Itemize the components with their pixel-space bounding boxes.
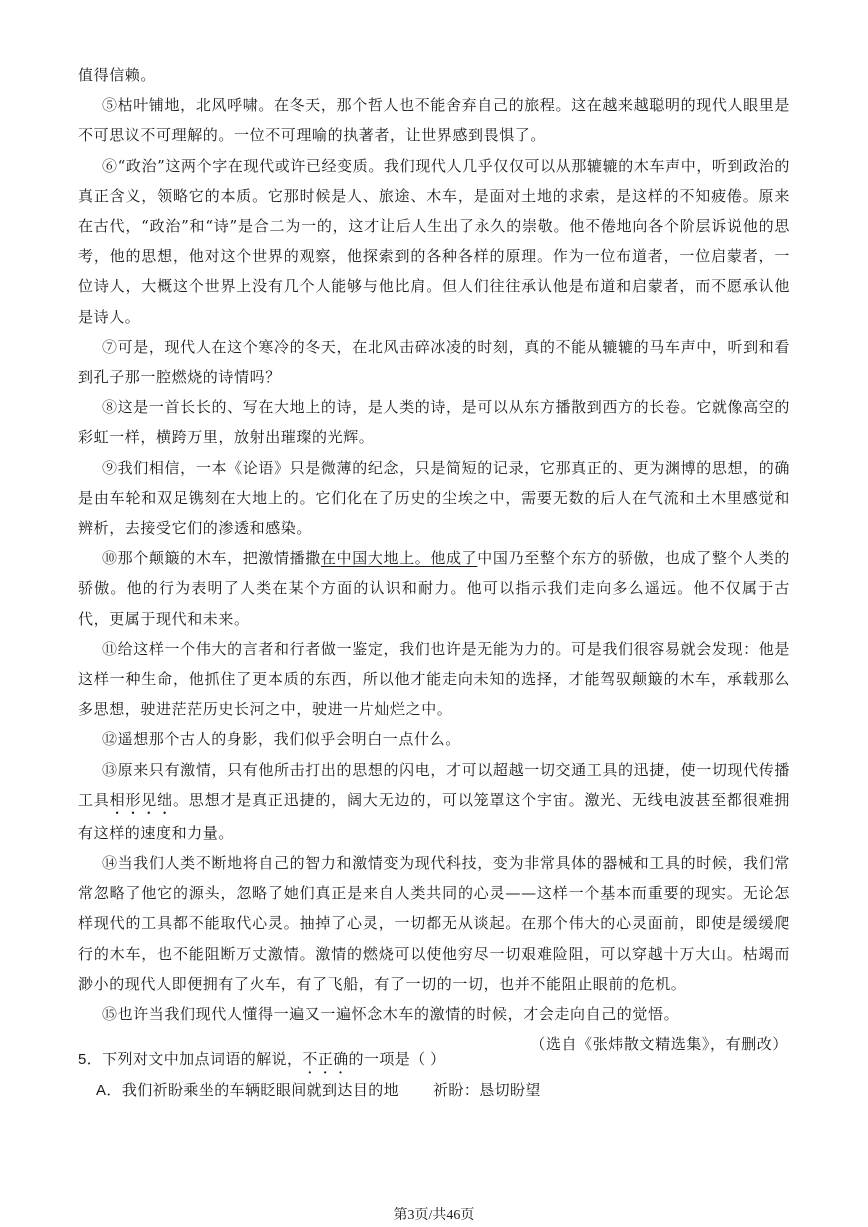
paragraph-13 xyxy=(78,755,790,848)
paragraph-10 xyxy=(78,543,790,634)
paragraph-14: ⑭当我们人类不断地将自己的智力和激情变为现代科技，变为非常具体的器械和工具的时候，我们常常忽略了他它的源头，忽略了她们真正是来自人类共同的心灵——这样一个基本而重要的现实。无论怎样现代的工具都不能取代心灵。抽掉了心灵，一切都无从谈起。在那个伟大的心灵面前，即使是缓缓爬行的木车，也不能阻断万丈激情。激情的燃烧可以使他穷尽一切艰难险阻，可以穿越十万大山。枯竭而渺小的现代人即便拥有了火车，有了飞船，有了一切的一切，也并不能阻止眼前的危机。 xyxy=(78,854,790,993)
page-footer: 第3页/共46页 xyxy=(393,1208,475,1223)
question-5 xyxy=(78,1048,446,1077)
dotted-word: 相形见绌 xyxy=(109,790,173,809)
paragraph-8: ⑧这是一首长长的、写在大地上的诗，是人类的诗，是可以从东方播散到西方的长卷。它就像高空的彩虹一样，横跨万里，放射出璀璨的光辉。 xyxy=(78,398,790,447)
paragraph-15: ⑮也许当我们现代人懂得一遍又一遍怀念木车的激情的时候，才会走向自己的觉悟。 xyxy=(102,1005,680,1024)
paragraph-6: ⑥“政治”这两个字在现代或许已经变质。我们现代人几乎仅仅可以从那辘辘的木车声中，听到政治的真正含义，领略它的本质。它那时候是人、旅途、木车，是面对土地的求索，是这样的不知疲倦。原来在古代，“政治”和“诗”是合二为一的，这才让后人生出了永久的崇敬。他不倦地向各个阶层诉说他的思考，他的思想，他对这个世界的观察，他探索到的各种各样的原理。作为一位布道者，一位启蒙者，一位诗人，大概这个世界上没有几个人能够与他比肩。但人们往往承认他是布道和启蒙者，而不愿承认他是诗人。 xyxy=(78,156,790,326)
underlined-phrase: 在中国大地上。他成了 xyxy=(320,549,478,568)
option-explanation: 祈盼：恳切盼望 xyxy=(433,1082,541,1099)
question-dotted: 不正确 xyxy=(302,1051,349,1068)
question-after: 的一项是（ ） xyxy=(348,1051,446,1068)
source-citation: （选自《张炜散文精选集》，有删改） xyxy=(530,1035,788,1054)
paragraph-9: ⑨我们相信，一本《论语》只是微薄的纪念，只是简短的记录，它那真正的、更为渊博的思想，的确是由车轮和双足镌刻在大地上的。它们化在了历史的尘埃之中，需要无数的后人在气流和土木里感觉和辨析，去接受它们的渗透和感染。 xyxy=(78,458,790,538)
paragraph-13-after: 。思想才是真正迅捷的，阔大无边的，可以笼罩这个宇宙。激光、无线电波甚至都很难拥有这样的速度和力量。 xyxy=(78,790,790,842)
paragraph-5: ⑤枯叶铺地，北风呼啸。在冬天，那个哲人也不能舍弃自己的旅程。这在越来越聪明的现代人眼里是不可思议不可理解的。一位不可理喻的执著者，让世界感到畏惧了。 xyxy=(78,96,790,145)
option-letter: A． xyxy=(96,1082,122,1099)
paragraph-7: ⑦可是，现代人在这个寒冷的冬天，在北风击碎冰凌的时刻，真的不能从辘辘的马车声中，听到和看到孔子那一腔燃烧的诗情吗？ xyxy=(78,337,790,387)
article-body xyxy=(78,60,790,1059)
option-a xyxy=(96,1079,541,1100)
paragraph-12: ⑫遥想那个古人的身影，我们似乎会明白一点什么。 xyxy=(102,730,461,749)
paragraph-10-after: 中国乃至整个东方的骄傲，也成了整个人类的骄傲。他的行为表明了人类在某个方面的认识和耐力。他可以指示我们走向多么遥远。他不仅属于古代，更属于现代和未来。 xyxy=(78,549,790,628)
option-sentence: 我们祈盼乘坐的车辆眨眼间就到达目的地 xyxy=(121,1082,400,1099)
paragraph-10-before: ⑩那个颠簸的木车，把激情播撒 xyxy=(102,549,321,568)
paragraph-13-before: ⑬原来只有激情，只有他所击打出的思想的闪电，才可以超越一切交通工具的迅捷，使一切现代传播工具 xyxy=(78,760,790,809)
question-before: 5．下列对文中加点词语的解说， xyxy=(78,1051,303,1068)
paragraph-4-end: 值得信赖。 xyxy=(78,66,157,84)
paragraph-11: ⑪给这样一个伟大的言者和行者做一鉴定，我们也许是无能为力的。可是我们很容易就会发现：他是这样一种生命，他抓住了更本质的东西，所以他才能走向未知的选择，才能驾驭颠簸的木车，承载那么多思想，驶进茫茫历史长河之中，驶进一片灿烂之中。 xyxy=(78,639,790,719)
